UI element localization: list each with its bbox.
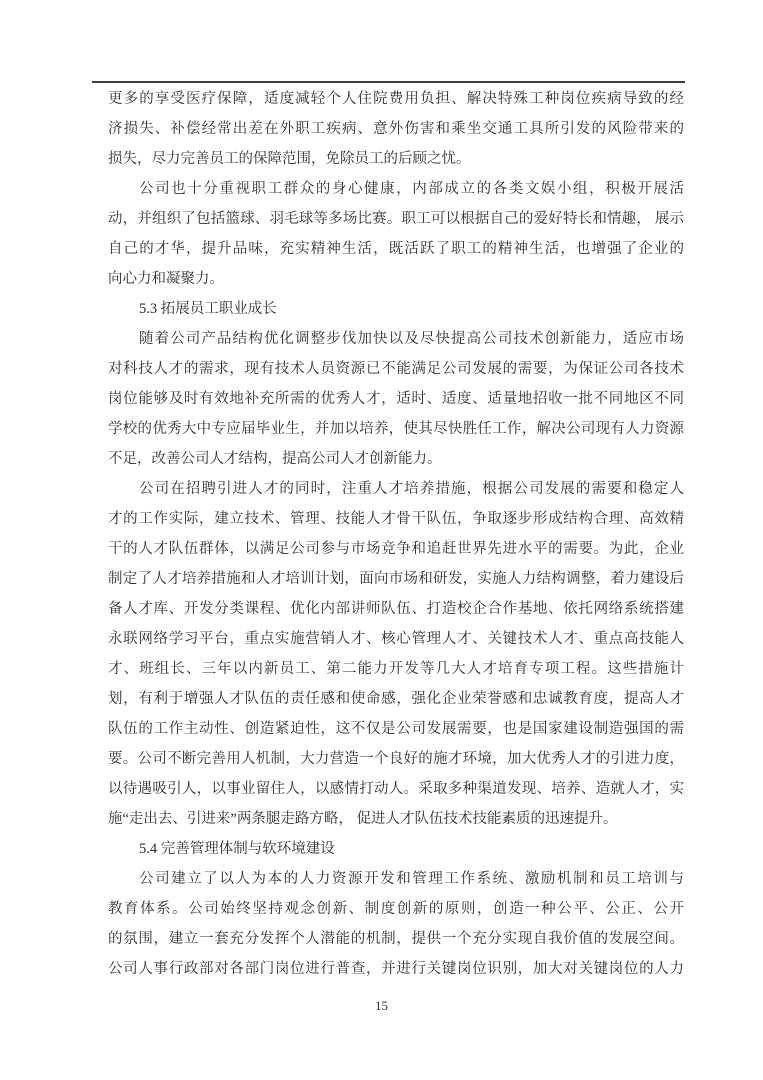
text-line: 公司也十分重视职工群众的身心健康，内部成立的各类文娱小组，积极开展活 — [139, 181, 684, 197]
text-line: 自己的才华，提升品味，充实精神生活，既活跃了职工的精神生活，也增强了企业的 — [108, 241, 684, 257]
text-line: 学校的优秀大中专应届毕业生，并加以培养，使其尽快胜任工作，解决公司现有人力资源 — [108, 421, 684, 437]
text-line: 对科技人才的需求，现有技术人员资源已不能满足公司发展的需要，为保证公司各技术 — [108, 361, 684, 377]
text-line: 以待遇吸引人，以事业留住人，以感情打动人。采取多种渠道发现、培养、造就人才，实 — [108, 781, 684, 797]
text-line: 济损失、补偿经常出差在外职工疾病、意外伤害和乘坐交通工具所引发的风险带来的 — [108, 121, 684, 137]
text-line: 的氛围，建立一套充分发挥个人潜能的机制，提供一个充分实现自我价值的发展空间。 — [108, 931, 684, 947]
section-heading: 5.3 拓展员工职业成长 — [139, 301, 277, 317]
text-line: 岗位能够及时有效地补充所需的优秀人才，适时、适度、适量地招收一批不同地区不同 — [108, 391, 684, 407]
text-line: 要。公司不断完善用人机制，大力营造一个良好的施才环境，加大优秀人才的引进力度， — [108, 751, 684, 767]
document-body — [108, 84, 684, 984]
text-line: 施“走出去、引进来”两条腿走路方略， 促进人才队伍技术技能素质的迅速提升。 — [108, 811, 618, 827]
text-line: 备人才库、开发分类课程、优化内部讲师队伍、打造校企合作基地、依托网络系统搭建 — [108, 601, 684, 617]
text-line: 队伍的工作主动性、创造紧迫性，这不仅是公司发展需要，也是国家建设制造强国的需 — [108, 721, 684, 737]
header-divider-rule — [92, 81, 685, 83]
page-number: 15 — [375, 998, 388, 1013]
text-line: 教育体系。公司始终坚持观念创新、制度创新的原则，创造一种公平、公正、公开 — [108, 901, 684, 917]
text-line: 公司人事行政部对各部门岗位进行普查，并进行关键岗位识别，加大对关键岗位的人力 — [108, 961, 684, 977]
text-line: 划，有利于增强人才队伍的责任感和使命感，强化企业荣誉感和忠诚教育度，提高人才 — [108, 691, 684, 707]
text-line: 更多的享受医疗保障，适度减轻个人住院费用负担、解决特殊工种岗位疾病导致的经 — [108, 91, 684, 107]
text-line: 向心力和凝聚力。 — [108, 271, 224, 287]
text-line: 制定了人才培养措施和人才培训计划，面向市场和研发，实施人力结构调整，着力建设后 — [108, 571, 684, 587]
text-line: 动，并组织了包括篮球、羽毛球等多场比赛。职工可以根据自己的爱好特长和情趣， 展示 — [108, 211, 684, 227]
text-line: 损失，尽力完善员工的保障范围，免除员工的后顾之忧。 — [108, 151, 471, 167]
text-line: 公司建立了以人为本的人力资源开发和管理工作系统、激励机制和员工培训与 — [139, 871, 684, 887]
text-line: 才的工作实际，建立技术、管理、技能人才骨干队伍，争取逐步形成结构合理、高效精 — [108, 511, 684, 527]
text-line: 才、班组长、三年以内新员工、第二能力开发等几大人才培育专项工程。这些措施计 — [108, 661, 684, 677]
text-line: 公司在招聘引进人才的同时，注重人才培养措施，根据公司发展的需要和稳定人 — [139, 481, 684, 497]
section-heading: 5.4 完善管理体制与软环境建设 — [139, 841, 335, 857]
text-line: 干的人才队伍群体，以满足公司参与市场竞争和追赶世界先进水平的需要。为此，企业 — [108, 541, 684, 557]
text-line: 永联网络学习平台，重点实施营销人才、核心管理人才、关键技术人才、重点高技能人 — [108, 631, 684, 647]
text-line: 随着公司产品结构优化调整步伐加快以及尽快提高公司技术创新能力，适应市场 — [139, 331, 684, 347]
text-line: 不足，改善公司人才结构，提高公司人才创新能力。 — [108, 451, 442, 467]
